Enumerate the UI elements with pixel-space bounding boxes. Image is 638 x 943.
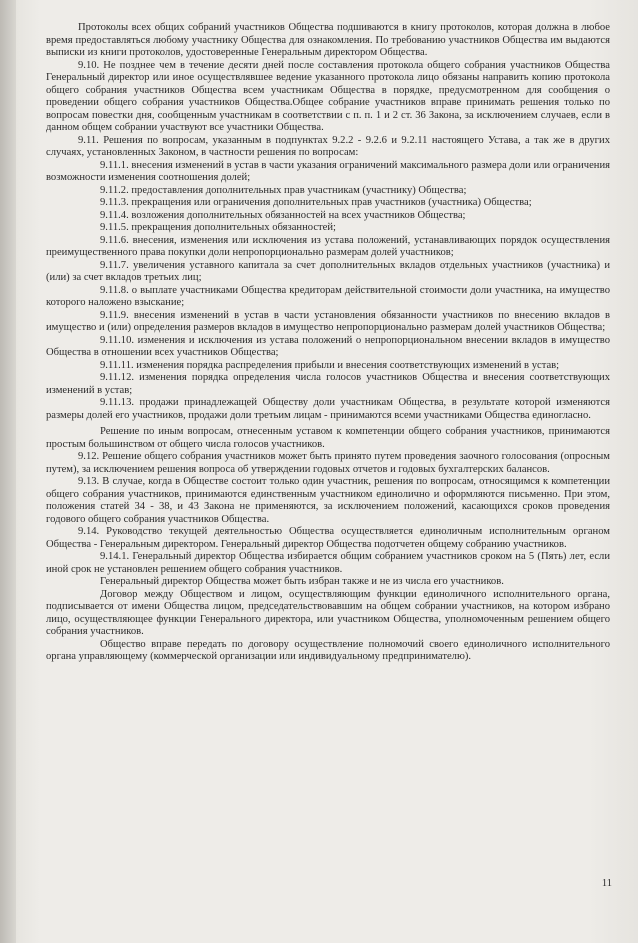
paragraph: 9.11.10. изменения и исключения из устава положений о непропорциональном внесении вкладов в имущество Общества в отношении всех участников Общества;: [46, 334, 610, 358]
page-binding-edge: [0, 0, 16, 943]
page-number: 11: [601, 878, 612, 889]
paragraph: 9.11.12. изменения порядка определения числа голосов участников Общества и внесения соответствующих изменений в устав;: [46, 372, 610, 396]
paragraph: 9.11.4. возложения дополнительных обязанностей на всех участников Общества;: [100, 209, 466, 221]
paragraph: 9.11.9. внесения изменений в устав в части установления обязанности участников по внесению вкладов в имущество и (или) определения размеров вкладов в имущество непропорционально размерам долей участников Общества;: [46, 309, 610, 333]
paragraph: 9.11.7. увеличения уставного капитала за счет дополнительных вкладов отдельных участников (участника) и (или) за счет вкладов третьих лиц;: [46, 259, 610, 283]
paragraph: 9.11.13. продажи принадлежащей Обществу доли участникам Общества, в результате которой изменяются размеры долей его участников, продажи доли третьим лицам - принимаются всеми участниками Общества единогласно.: [46, 397, 610, 421]
paragraph: Решение по иным вопросам, отнесенным уставом к компетенции общего собрания участников, принимаются простым большинством от общего числа голосов участников.: [46, 426, 610, 450]
paragraph: 9.10. Не позднее чем в течение десяти дней после составления протокола общего собрания участников Общества Генеральный директор или иное осуществлявшее ведение указанного протокола лицо обязаны направить копию протокола общего собрания участников Общества всем участникам Общества в порядке, предусмотренном для сообщения о проведении общего собрания участников Общества.Общее собрание участников вправе принимать решения только по вопросам повестки дня, сообщенным участникам в соответствии с п. п. 1 и 2 ст. 36 Закона, за исключением случаев, если в данном общем собрании участвуют все участники Общества.: [46, 59, 610, 133]
paragraph: 9.12. Решение общего собрания участников может быть принято путем проведения заочного голосования (опросным путем), за исключением решения вопроса об утверждении годовых отчетов и годовых бухгалтерских балансов.: [46, 451, 610, 475]
paragraph: Общество вправе передать по договору осуществление полномочий своего единоличного исполнительного органа управляющему (коммерческой организации или индивидуальному предпринимателю).: [46, 638, 610, 662]
paragraph: 9.11.11. изменения порядка распределения прибыли и внесения соответствующих изменений в устав;: [100, 359, 560, 371]
paragraph: 9.11.2. предоставления дополнительных прав участникам (участнику) Общества;: [100, 184, 467, 196]
paragraph: 9.14.1. Генеральный директор Общества избирается общим собранием участников сроком на 5 (Пять) лет, если иной срок не установлен решением общего собрания участников.: [46, 551, 610, 575]
paragraph: 9.11. Решения по вопросам, указанным в подпунктах 9.2.2 - 9.2.6 и 9.2.11 настоящего Устава, а так же в других случаях, установленных Законом, в частности решения по вопросам:: [46, 134, 610, 158]
paragraph: 9.11.8. о выплате участниками Общества кредиторам действительной стоимости доли участника, на имущество которого наложено взыскание;: [46, 284, 610, 308]
paragraph: Протоколы всех общих собраний участников Общества подшиваются в книгу протоколов, которая должна в любое время предоставляться любому участнику Общества для ознакомления. По требованию участников Общества им выдаются выписки из книги протоколов, удостоверенные Генеральным директором Общества.: [46, 22, 610, 58]
paragraph: 9.11.5. прекращения дополнительных обязанностей;: [100, 222, 336, 233]
paragraph: 9.14. Руководство текущей деятельностью Общества осуществляется единоличным исполнительным органом Общества - Генеральным директором. Генеральный директор Общества подотчетен общему собранию участников.: [46, 526, 610, 550]
paragraph: 9.11.1. внесения изменений в устав в части указания ограничений максимального размера доли или ограничения возможности изменения соотношения долей;: [46, 159, 610, 183]
paragraph: Генеральный директор Общества может быть избран также и не из числа его участников.: [100, 576, 504, 587]
paragraph: 9.11.6. внесения, изменения или исключения из устава положений, устанавливающих порядок осуществления преимущественного права покупки доли непропорционально размерам долей участников;: [46, 234, 610, 258]
paragraph: Договор между Обществом и лицом, осуществляющим функции единоличного исполнительного органа, подписывается от имени Общества лицом, председательствовавшим на общем собрании участников, на котором избрано лицо, осуществляющее функции Генерального директора, или участником Общества, уполномоченным решением общего собрания участников.: [46, 588, 610, 637]
paragraph: 9.11.3. прекращения или ограничения дополнительных прав участников (участника) Общества;: [100, 197, 532, 208]
paragraph: 9.13. В случае, когда в Обществе состоит только один участник, решения по вопросам, относящимся к компетенции общего собрания участников, принимаются единственным участником единолично и оформляются письменно. При этом, положения статей 34 - 38, и 43 Закона не применяются, за исключением положений, касающихся сроков проведения годового общего собрания участников Общества.: [46, 476, 610, 525]
document-body: [46, 22, 610, 664]
